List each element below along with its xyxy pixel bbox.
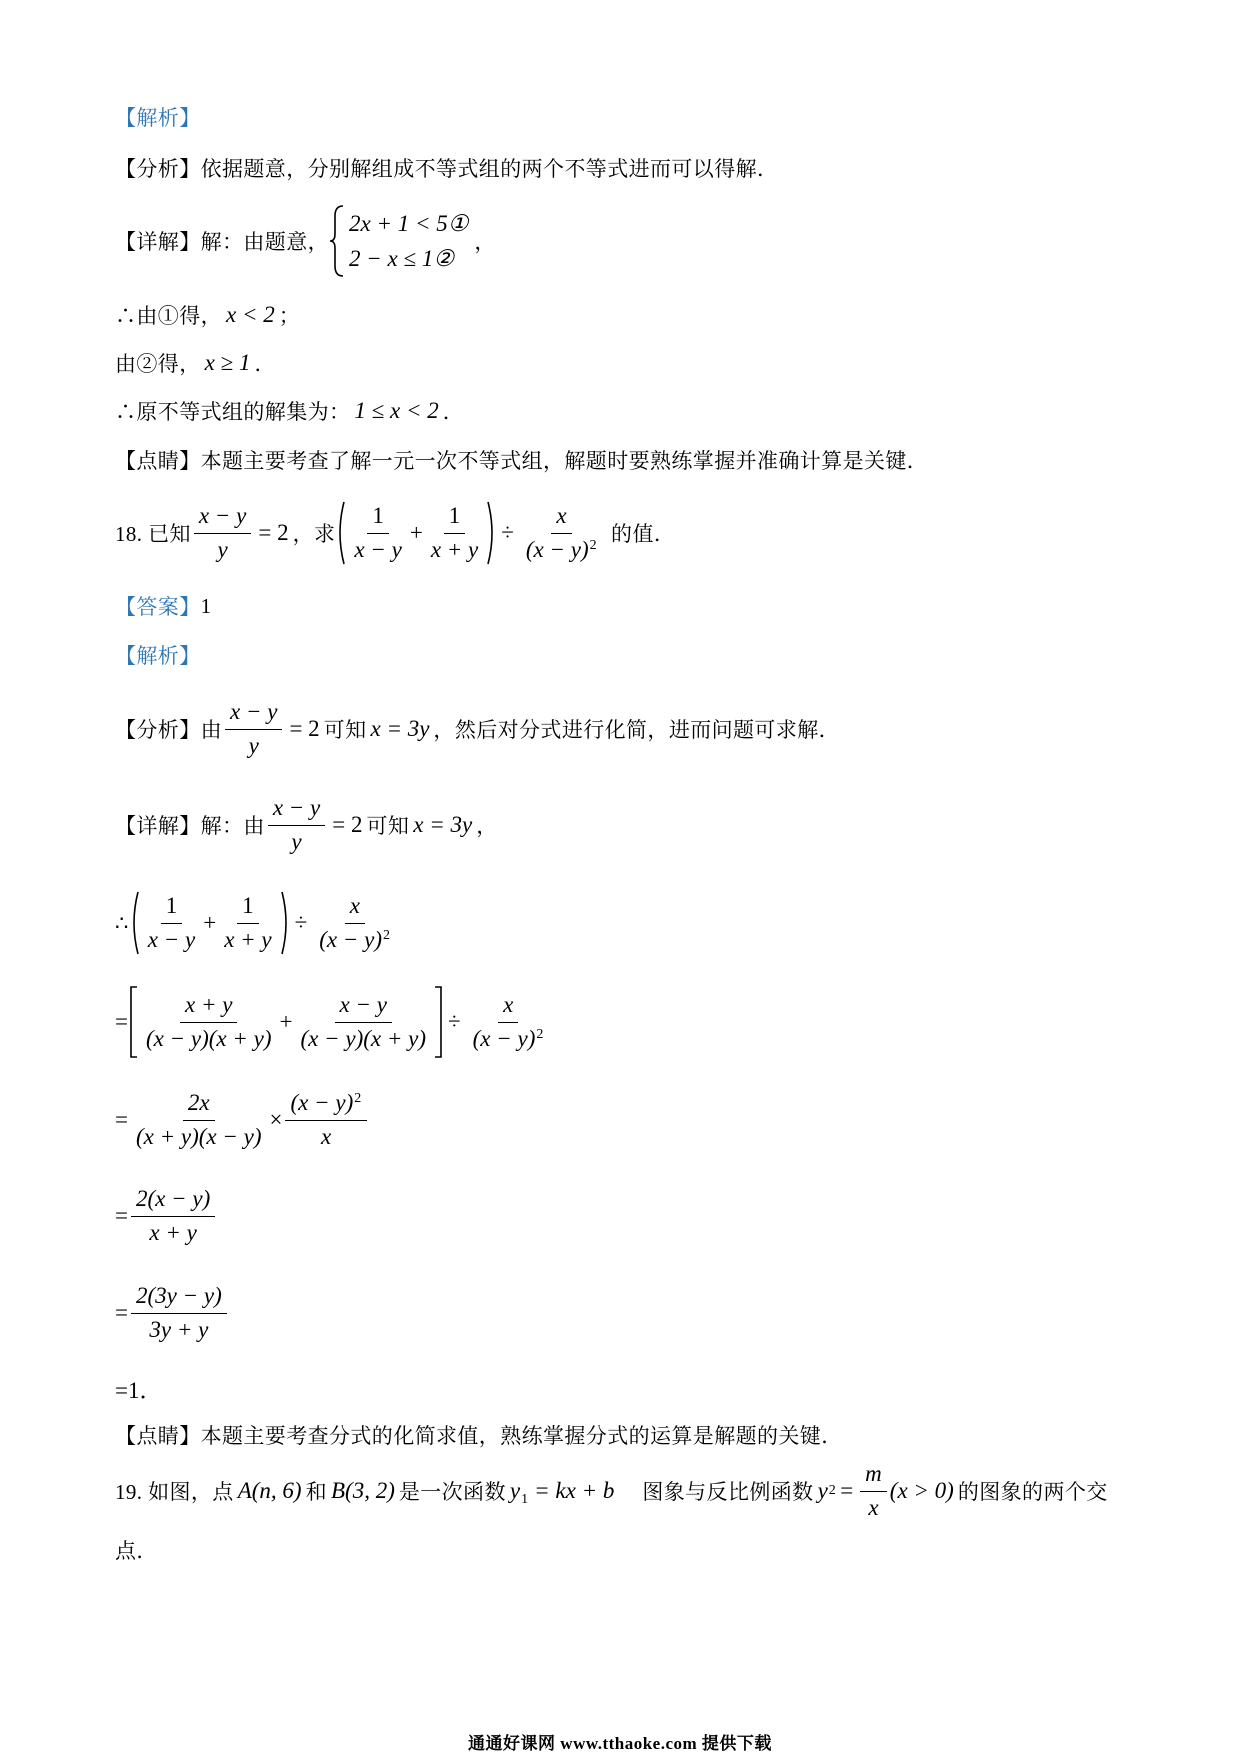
- numerator: x: [498, 992, 518, 1022]
- numerator: 1: [237, 893, 259, 923]
- question-lead: 19. 如图，点: [115, 1480, 234, 1504]
- numerator: x − y: [335, 992, 392, 1022]
- right-paren: [280, 891, 291, 955]
- numerator: 2(3y − y): [131, 1283, 227, 1313]
- fraction-3: [314, 893, 395, 953]
- y2-variable: y: [817, 1478, 828, 1503]
- fraction-2: [285, 1090, 366, 1150]
- exponent: 2: [383, 927, 391, 943]
- step-end: ；: [278, 304, 301, 328]
- equals-sign: =: [115, 1203, 128, 1228]
- detail-suffix: ，: [474, 230, 496, 254]
- given-fraction: [225, 699, 282, 759]
- numerator: x − y: [194, 503, 251, 533]
- numerator: m: [860, 1461, 887, 1491]
- numerator: 2x: [183, 1090, 215, 1120]
- point-b: B(3, 2): [330, 1478, 395, 1503]
- q18-detail-line: [115, 790, 498, 860]
- question-tail: 的图象的两个交: [957, 1480, 1108, 1504]
- inequality-1: 2x + 1 < 5①: [349, 211, 469, 236]
- denominator: x + y: [224, 926, 272, 952]
- detail-mid: 可知: [366, 814, 410, 838]
- right-paren: [486, 501, 497, 565]
- denominator: x − y: [354, 536, 402, 562]
- y1-subscript: 1: [521, 1492, 529, 1508]
- q18-analysis-line: [115, 640, 201, 670]
- fraction-2: [295, 992, 431, 1052]
- numerator: x − y: [268, 795, 325, 825]
- detail-lead: 【详解】解：由: [115, 814, 265, 838]
- final-result: =1．: [115, 1377, 163, 1403]
- divide-sign: ÷: [448, 1009, 461, 1034]
- denominator: x + y: [430, 536, 479, 562]
- q18-stem: [115, 498, 675, 568]
- q18-answer-line: [115, 591, 212, 621]
- q17-step-1: [115, 300, 300, 330]
- numerator: [285, 1090, 366, 1120]
- fraction: [131, 1186, 215, 1246]
- inequality-system: [349, 206, 468, 276]
- q18-step-4: [115, 1181, 218, 1251]
- step-text: 由②得，: [115, 352, 201, 376]
- numerator: 1: [161, 893, 183, 923]
- numerator: x − y: [225, 699, 282, 729]
- fraction-3: [521, 503, 602, 563]
- q17-analysis-line: [115, 102, 201, 132]
- therefore-sign: ∴: [115, 910, 129, 935]
- equals-sign: =: [115, 1009, 128, 1034]
- right-bracket: [434, 986, 444, 1058]
- given-equals: = 2: [258, 520, 289, 545]
- fraction-1: [131, 1090, 267, 1150]
- q18-step-1: [115, 888, 398, 958]
- numerator: 1: [367, 503, 389, 533]
- step-math: 1 ≤ x < 2: [354, 398, 439, 423]
- denominator: y: [217, 536, 228, 562]
- denominator: [314, 924, 395, 953]
- plus-sign: +: [203, 910, 217, 935]
- linear-function: [509, 1478, 615, 1508]
- step-end: ．: [254, 352, 276, 376]
- denominator: x: [320, 1123, 332, 1149]
- equals-sign: =: [115, 1300, 128, 1325]
- step-math: x < 2: [226, 302, 275, 327]
- dianjing-text: 【点睛】本题主要考查了解一元一次不等式组，解题时要熟练掌握并准确计算是关键．: [115, 449, 929, 473]
- q18-dianjing-line: [115, 1420, 843, 1450]
- inequality-2: 2 − x ≤ 1②: [349, 246, 454, 271]
- q19-stem: [115, 1456, 1108, 1526]
- answer-tag: 【答案】: [115, 595, 201, 619]
- given-fraction: [268, 795, 325, 855]
- answer-value: 1: [200, 593, 212, 618]
- y2-equals: =: [840, 1478, 854, 1503]
- numerator-base: (x − y): [290, 1090, 354, 1116]
- fraction-1: [141, 992, 277, 1052]
- fraction-1: [349, 503, 406, 563]
- fraction-1: [143, 893, 200, 953]
- question-lead: 18. 已知: [115, 522, 191, 546]
- denominator: (x − y)(x + y): [300, 1025, 426, 1051]
- q17-dianjing-line: [115, 445, 928, 475]
- denominator-base: (x − y): [472, 1025, 536, 1051]
- fraction-2: [426, 503, 483, 563]
- q17-fenxi-line: [115, 153, 778, 183]
- detail-math: x = 3y: [413, 812, 473, 837]
- left-paren: [335, 501, 346, 565]
- given-equals: = 2: [289, 716, 320, 741]
- exponent: 2: [536, 1026, 544, 1042]
- numerator: x: [551, 503, 571, 533]
- detail-prefix: 【详解】解：由题意，: [115, 230, 329, 254]
- numerator: x: [345, 893, 365, 923]
- and-text: 和: [305, 1480, 327, 1504]
- step-text: ∴由①得，: [115, 304, 222, 328]
- system-brace: [329, 204, 345, 278]
- q18-step-3: [115, 1078, 370, 1162]
- question-tail: 的值．: [611, 522, 676, 546]
- left-paren: [129, 891, 140, 955]
- step-math: x ≥ 1: [204, 350, 251, 375]
- left-bracket: [128, 986, 138, 1058]
- fenxi-math: x = 3y: [370, 716, 430, 741]
- q18-step-6: [115, 1373, 162, 1403]
- fraction-2: [219, 893, 276, 953]
- denominator: y: [291, 828, 302, 854]
- fenxi-text: 【分析】依据题意，分别解组成不等式组的两个不等式进而可以得解．: [115, 157, 779, 181]
- analysis-tag: 【解析】: [115, 106, 201, 130]
- numerator: x + y: [180, 992, 237, 1022]
- q18-step-5: [115, 1278, 230, 1348]
- denominator: x − y: [147, 926, 196, 952]
- numerator: 2(x − y): [131, 1186, 215, 1216]
- denominator: (x + y)(x − y): [135, 1123, 262, 1149]
- inverse-function: y 2 = $\frac{m}{x}$ (x > 0): [817, 1461, 954, 1520]
- fenxi-tail: ，然后对分式进行化简，进而问题可求解．: [433, 718, 841, 742]
- dianjing-text: 【点睛】本题主要考查分式的化简求值，熟练掌握分式的运算是解题的关键．: [115, 1424, 843, 1448]
- continuation-text: 点．: [115, 1539, 158, 1563]
- numerator: 1: [444, 503, 466, 533]
- denominator-base: (x − y): [525, 536, 589, 562]
- denominator: 3y + y: [149, 1316, 209, 1342]
- fenxi-lead: 【分析】由: [115, 718, 222, 742]
- y1-variable: y: [509, 1478, 521, 1503]
- q18-fenxi-line: [115, 694, 840, 764]
- detail-tail: ，: [476, 814, 498, 838]
- q18-step-2: [115, 980, 552, 1064]
- mid-text: 图象与反比例函数: [642, 1480, 814, 1504]
- ask-text: ，求: [292, 522, 336, 546]
- y2-condition: (x > 0): [889, 1478, 954, 1503]
- fraction: [131, 1283, 227, 1343]
- denominator: (x − y)(x + y): [145, 1025, 272, 1051]
- y1-expression: = kx + b: [534, 1478, 615, 1503]
- divide-sign: ÷: [501, 520, 514, 545]
- denominator: x + y: [149, 1219, 197, 1245]
- equals-sign: =: [115, 1107, 128, 1132]
- exponent: 2: [589, 537, 598, 553]
- is-text: 是一次函数: [398, 1480, 506, 1504]
- q17-step-3: [115, 396, 464, 426]
- point-a: A(n, 6): [237, 1478, 302, 1503]
- q19-continuation: [115, 1535, 158, 1565]
- given-fraction: [194, 503, 251, 563]
- denominator: y: [248, 732, 259, 758]
- exponent: 2: [354, 1091, 362, 1107]
- q17-step-2: [115, 348, 276, 378]
- page-footer: 通通好课网 www.tthaoke.com 提供下载: [468, 1734, 772, 1753]
- denominator: x: [868, 1494, 879, 1520]
- plus-sign: +: [409, 520, 423, 545]
- q17-detail-line: [115, 199, 496, 283]
- step-end: ．: [442, 400, 465, 424]
- plus-sign: +: [279, 1009, 293, 1034]
- fenxi-mid: 可知: [323, 718, 367, 742]
- denominator: [468, 1023, 549, 1052]
- denominator-base: (x − y): [319, 926, 383, 952]
- divide-sign: ÷: [294, 910, 308, 935]
- analysis-tag: 【解析】: [115, 644, 201, 668]
- fraction-3: [468, 992, 549, 1052]
- given-equals: = 2: [332, 812, 363, 837]
- y2-fraction: [860, 1461, 887, 1521]
- times-sign: ×: [269, 1107, 283, 1132]
- step-text: ∴原不等式组的解集为：: [115, 400, 351, 424]
- denominator: [521, 534, 602, 563]
